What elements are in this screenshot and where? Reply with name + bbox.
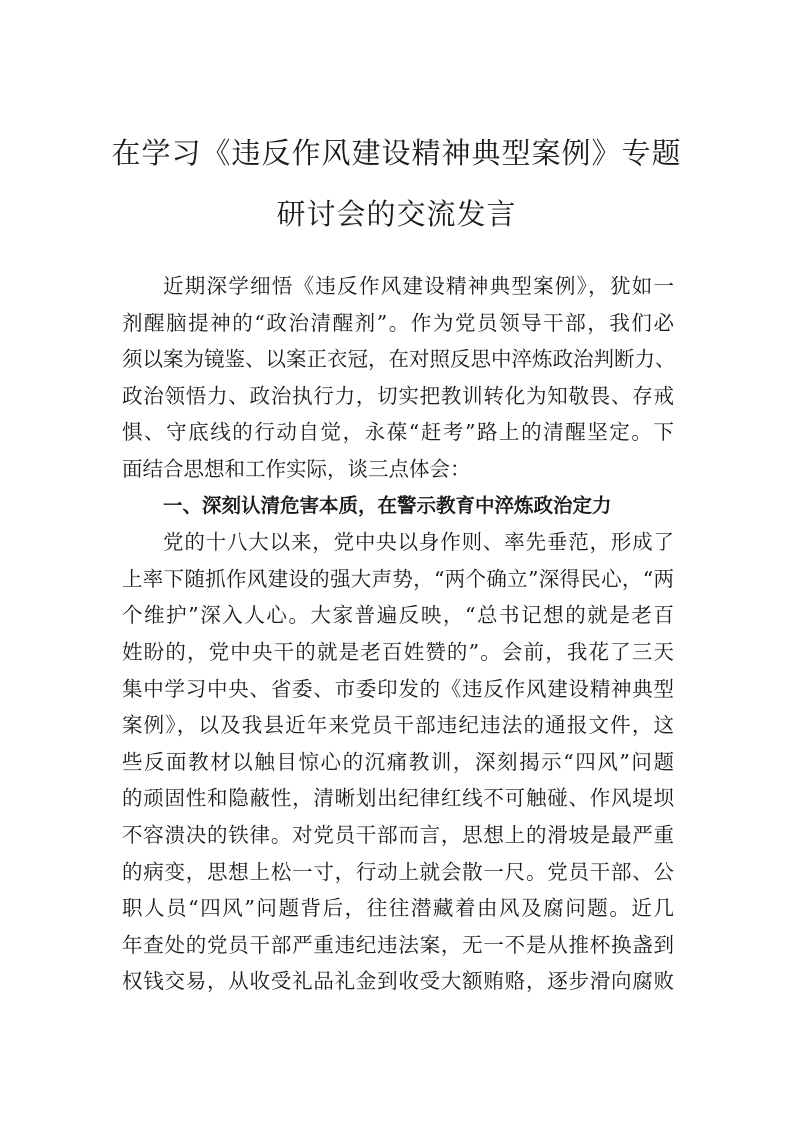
text-line: 惧、守底线的行动自觉，永葆“赶考”路上的清醒坚定。下 [122, 420, 674, 445]
text-line: 须以案为镜鉴、以案正衣冠，在对照反思中淬炼政治判断力、 [122, 347, 676, 372]
text-line: 姓盼的，党中央干的就是老百姓赞的”。会前，我花了三天 [122, 639, 674, 664]
section-heading [122, 488, 674, 525]
text-line: 剂醒脑提神的“政治清醒剂”。作为党员领导干部，我们必 [122, 310, 674, 335]
document-title-line-1: 在学习《违反作风建设精神典型案例》专题 [111, 136, 682, 170]
text-line: 集中学习中央、省委、市委印发的《违反作风建设精神典型 [122, 676, 674, 701]
text-line: 不容溃决的铁律。对党员干部而言，思想上的滑坡是最严重 [122, 822, 674, 847]
text-line: 面结合思想和工作实际，谈三点体会： [122, 456, 471, 481]
text-line: 权钱交易，从收受礼品礼金到收受大额贿赂，逐步滑向腐败 [122, 969, 674, 994]
text-line: 的顽固性和隐蔽性，清晰划出纪律红线不可触碰、作风堤坝 [122, 786, 674, 811]
section-heading-text: 一、深刻认清危害本质，在警示教育中淬炼政治定力 [163, 493, 612, 517]
text-line: 党的十八大以来，党中央以身作则、率先垂范，形成了 [163, 530, 674, 555]
text-line: 案例》，以及我县近年来党员干部违纪违法的通报文件，这 [122, 713, 674, 738]
text-line: 的病变，思想上松一寸，行动上就会散一尺。党员干部、公 [122, 859, 674, 884]
text-line: 上率下随抓作风建设的强大声势，“两个确立”深得民心，“两 [122, 566, 674, 591]
text-line: 些反面教材以触目惊心的沉痛教训，深刻揭示“四风”问题 [122, 749, 674, 774]
text-line: 个维护”深入人心。大家普遍反映，“总书记想的就是老百 [122, 603, 674, 628]
text-line: 政治领悟力、政治执行力，切实把教训转化为知敬畏、存戒 [122, 383, 674, 408]
body-paragraph [122, 524, 674, 1000]
document-title-line-2: 研讨会的交流发言 [276, 197, 517, 231]
intro-paragraph [122, 268, 674, 488]
text-line: 年查处的党员干部严重违纪违法案，无一不是从推杯换盏到 [122, 932, 674, 957]
text-line: 近期深学细悟《违反作风建设精神典型案例》，犹如一 [163, 274, 674, 298]
document-body [122, 268, 674, 1000]
text-line: 职人员“四风”问题背后，往往潜藏着由风及腐问题。近几 [122, 896, 674, 921]
